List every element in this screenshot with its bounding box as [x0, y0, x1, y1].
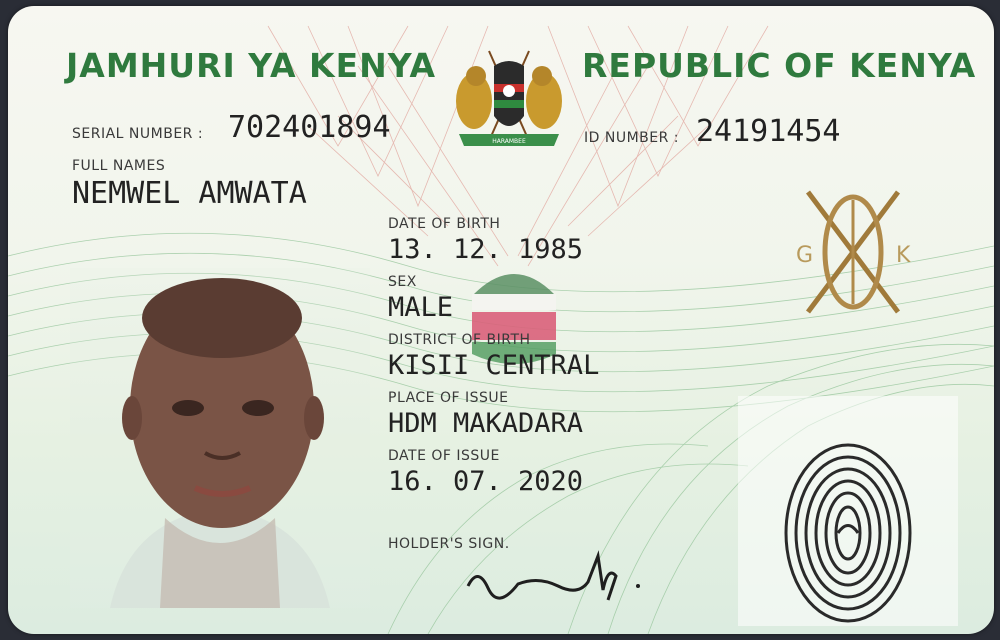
- gok-shield-icon: [778, 182, 928, 322]
- district-label: DISTRICT OF BIRTH: [388, 332, 531, 348]
- issue-date: 16. 07. 2020: [388, 466, 584, 497]
- place-of-issue: HDM MAKADARA: [388, 408, 584, 439]
- gok-left: G: [796, 243, 814, 268]
- coat-motto: HARAMBEE: [492, 138, 526, 145]
- id-number: 24191454: [696, 114, 841, 149]
- holder-photo: [70, 268, 370, 608]
- gok-right: K: [896, 243, 911, 268]
- id-card: [8, 6, 994, 634]
- header-right: REPUBLIC OF KENYA: [582, 46, 977, 85]
- district-of-birth: KISII CENTRAL: [388, 350, 600, 381]
- full-names-label: FULL NAMES: [72, 158, 166, 174]
- place-label: PLACE OF ISSUE: [388, 390, 509, 406]
- serial-number: 702401894: [228, 110, 391, 145]
- dob: 13. 12. 1985: [388, 234, 584, 265]
- fingerprint-icon: [778, 438, 918, 628]
- signature-icon: [458, 546, 658, 616]
- sex: MALE: [388, 292, 454, 323]
- coat-of-arms-icon: [444, 46, 574, 158]
- id-number-label: ID NUMBER :: [584, 130, 680, 146]
- header-left: JAMHURI YA KENYA: [66, 46, 437, 85]
- issue-date-label: DATE OF ISSUE: [388, 448, 500, 464]
- full-names: NEMWEL AMWATA: [72, 176, 307, 211]
- holder-sign-label: HOLDER'S SIGN.: [388, 536, 510, 552]
- serial-number-label: SERIAL NUMBER :: [72, 126, 204, 142]
- sex-label: SEX: [388, 274, 417, 290]
- dob-label: DATE OF BIRTH: [388, 216, 501, 232]
